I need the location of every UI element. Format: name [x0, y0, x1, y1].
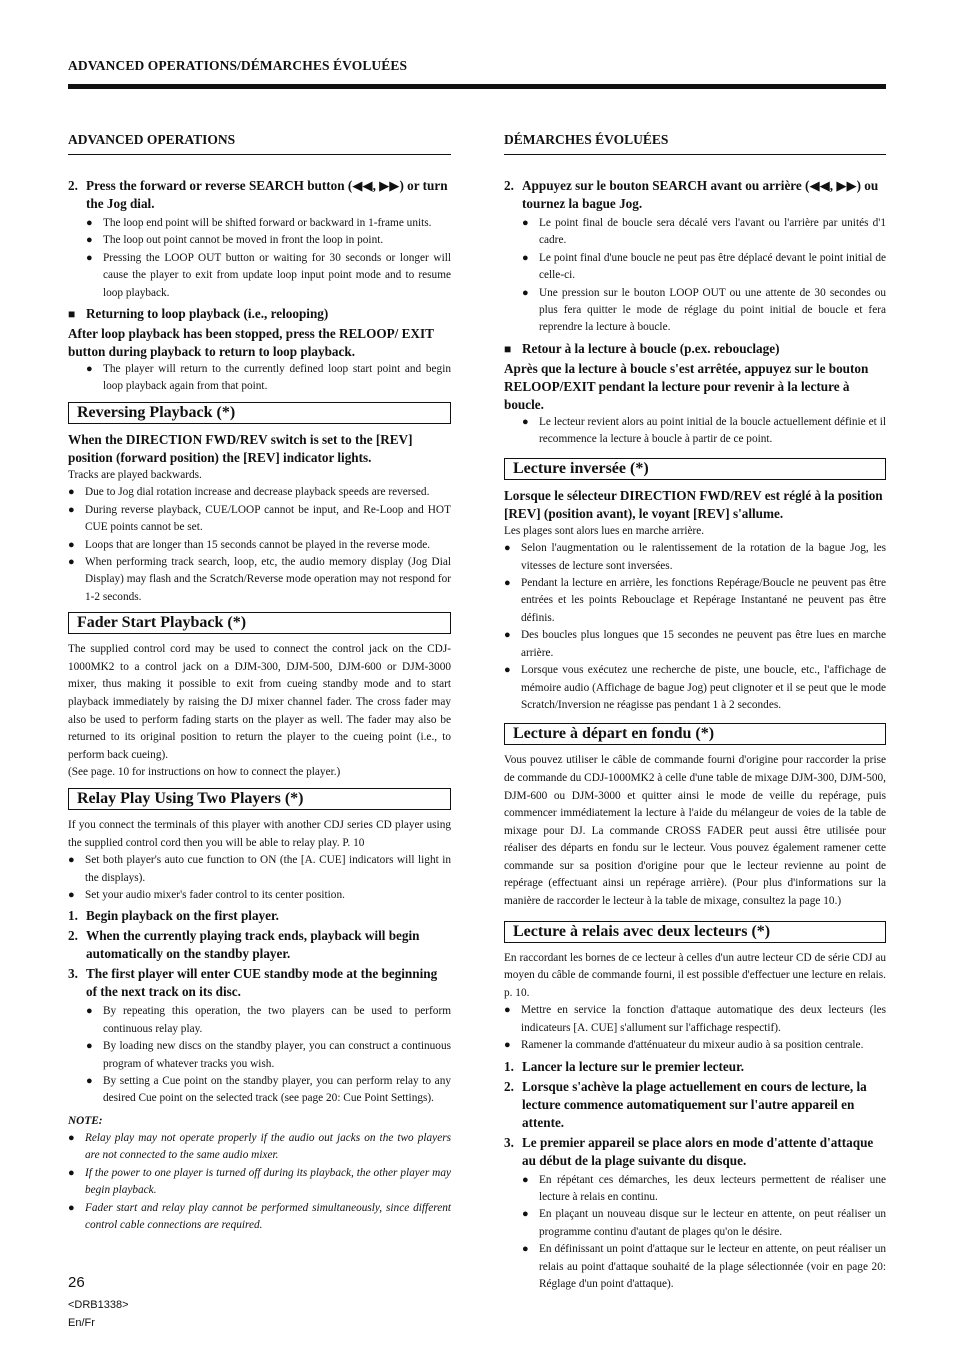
step-text: When the currently playing track ends, playback will begin automatically on the standby player. [86, 928, 420, 962]
fader-start-heading: Lecture à départ en fondu (*) [504, 723, 886, 745]
relay-step-1 [504, 1058, 886, 1076]
relay-step-3 [68, 965, 451, 1001]
step-text: Press the forward or reverse SEARCH button (◀◀, ▶▶) or turn the Jog dial. [86, 178, 448, 211]
reversing-bullets [504, 540, 886, 714]
list-item: ● Fader start and relay play cannot be performed simultaneously, since different control cable connections are required. [68, 1200, 451, 1235]
step-number: 3. [504, 1134, 514, 1150]
relay-step-2 [68, 927, 451, 963]
reloop-instruction: Après que la lecture à boucle s'est arrêtée, appuyez sur le bouton RELOOP/EXIT pendant la lecture pour revenir à la lecture à boucle. [504, 360, 869, 412]
reloop-heading [68, 305, 451, 323]
relay-step-3-bullets [522, 1172, 886, 1294]
list-item: ● If the power to one player is turned off during its playback, the other player may begin playback. [68, 1165, 451, 1200]
fader-reference: (See page. 10 for instructions on how to connect the player.) [68, 766, 341, 779]
step-number: 2. [504, 1078, 514, 1094]
note-label: NOTE: [68, 1114, 103, 1127]
list-item: ● Due to Jog dial rotation increase and decrease playback speeds are reversed. [68, 484, 451, 501]
list-item: ● By setting a Cue point on the standby player, you can perform relay to any desired Cue point on the selected track (see page 20: Cue Point Settings). [86, 1073, 451, 1108]
section-title: DÉMARCHES ÉVOLUÉES [504, 132, 886, 155]
relay-intro: If you connect the terminals of this player with another CDJ series CD player using the supplied control cord then you will be able to relay play. P. 10 [68, 819, 451, 849]
list-item: ● The loop end point will be shifted forward or backward in 1-frame units. [86, 215, 451, 232]
reversing-instruction: When the DIRECTION FWD/REV switch is set to the [REV] position (forward position) the [REV] indicator lights. [68, 431, 413, 465]
relay-intro: En raccordant les bornes de ce lecteur à celles d'un autre lecteur CD de série CDJ au moyen du câble de commande fourni, il est possible d'effectuer une lecture en relais. p. 10. [504, 951, 886, 999]
fader-start-heading: Fader Start Playback (*) [68, 612, 451, 634]
list-item: ● Lorsque vous exécutez une recherche de piste, une boucle, etc., l'affichage de mémoire audio (Affichage de bague Jog) peut clignoter et il se peut que le mode Scratch/Inversion ne réagisse pas pendant 1 à 2 secondes. [504, 662, 886, 714]
reloop-title: Retour à la lecture à boucle (p.ex. rebouclage) [522, 340, 780, 356]
list-item: ● The loop out point cannot be moved in front the loop in point. [86, 232, 451, 249]
list-item: ● Mettre en service la fonction d'attaque automatique des deux lecteurs (les indicateurs [A. CUE] s'allument sur l'affichage respectif). [504, 1002, 886, 1037]
relay-bullets [68, 852, 451, 904]
header-rule [68, 84, 886, 89]
reloop-heading [504, 340, 886, 358]
list-item: ● En répétant ces démarches, les deux lecteurs permettent de réaliser une lecture à relais en continu. [522, 1172, 886, 1207]
step-text: Lancer la lecture sur le premier lecteur. [522, 1058, 745, 1074]
fader-body: The supplied control cord may be used to connect the control jack on the CDJ-1000MK2 to a control jack on a DJM-300, DJM-500, DJM-600 or DJM-3000 mixer, thus making it possible to exit from cueing standby mode and to start playback immediately by raising the DJ mixer channel fader. The cross fader may also be used to perform fading starts on the player as well. The fader may also be returned to its original position to return the player to the cueing point (i.e., to perform back cueing). [68, 643, 451, 761]
relay-bullets [504, 1002, 886, 1054]
reversing-playback-heading: Lecture inversée (*) [504, 458, 886, 480]
relay-play-heading: Relay Play Using Two Players (*) [68, 788, 451, 810]
language-code: En/Fr [68, 1317, 95, 1329]
french-column [504, 132, 886, 1294]
list-item: ● Pressing the LOOP OUT button or waiting for 30 seconds or longer will cause the player to exit from update loop input point mode and to resume loop playback. [86, 250, 451, 302]
step-number: 2. [68, 178, 78, 193]
list-item: ● Ramener la commande d'atténuateur du mixeur audio à sa position centrale. [504, 1037, 886, 1054]
list-item: ● Une pression sur le bouton LOOP OUT ou une attente de 30 secondes ou plus fera quitter le mode de réglage du point initial de boucle et fera reprendre la lecture à boucle. [522, 285, 886, 337]
reversing-bullets [68, 484, 451, 606]
relay-step-3-bullets [86, 1003, 451, 1107]
list-item: ● En plaçant un nouveau disque sur le lecteur en attente, on peut réaliser un programme continu d'autant de plages qu'on le désire. [522, 1206, 886, 1241]
square-bullet-icon: ■ [68, 307, 76, 322]
step-number: 2. [504, 178, 514, 193]
list-item: ● Loops that are longer than 15 seconds cannot be played in the reverse mode. [68, 537, 451, 554]
english-column [68, 132, 451, 1234]
list-item: ● Selon l'augmentation ou le ralentissement de la rotation de la bague Jog, les vitesses de lecture sont inversées. [504, 540, 886, 575]
relay-step-1 [68, 907, 451, 925]
step-2-bullets [522, 215, 886, 337]
step-2-bullets [86, 215, 451, 302]
reloop-title: Returning to loop playback (i.e., relooping) [86, 306, 329, 322]
section-title: ADVANCED OPERATIONS [68, 132, 451, 155]
relay-step-3 [504, 1134, 886, 1170]
step-text: Le premier appareil se place alors en mode d'attente d'attaque au début de la plage suivante du disque. [522, 1134, 874, 1168]
step-text: Appuyez sur le bouton SEARCH avant ou arrière (◀◀, ▶▶) ou tournez la bague Jog. [522, 178, 879, 211]
list-item: ● Set your audio mixer's fader control to its center position. [68, 887, 451, 904]
reversing-intro: Tracks are played backwards. [68, 468, 202, 481]
step-2 [504, 177, 886, 213]
list-item: ● The player will return to the currently defined loop start point and begin loop playback again from that point. [86, 361, 451, 396]
fader-body: Vous pouvez utiliser le câble de commande fourni d'origine pour raccorder la prise de commande du CDJ-1000MK2 à celle d'une table de mixage DJM-300, DJM-500, DJM-600 ou DJM-3000 et quitter ainsi le mode de veille du repérage, puis commencer immédiatement la lecture à l'aide du mélangeur de voies de la table de mixage pour DJ. La commande CROSS FADER peut aussi être utilisée pour réaliser des départs en fondu sur le lecteur. Vous pouvez également ramener cette commande sur sa position d'origine pour que le lecteur revienne au point de repérage (effectuant ainsi un repérage arrière). (Pour plus d'informations sur la manière de raccorder le lecteur à la table de mixage, consultez la page 10.) [504, 754, 886, 908]
list-item: ● Le lecteur revient alors au point initial de la boucle actuellement définie et il recommence la lecture à boucle à partir de ce point. [522, 414, 886, 449]
reversing-playback-heading: Reversing Playback (*) [68, 402, 451, 424]
step-text: Lorsque s'achève la plage actuellement en cours de lecture, la lecture commence automatiquement sur l'autre appareil en attente. [522, 1078, 867, 1130]
list-item: ● By loading new discs on the standby player, you can construct a continuous program of whatever tracks you wish. [86, 1038, 451, 1073]
list-item: ● Relay play may not operate properly if the audio out jacks on the two players are not connected to the same audio mixer. [68, 1130, 451, 1165]
reversing-instruction: Lorsque le sélecteur DIRECTION FWD/REV est réglé à la position [REV] (position avant), le voyant [REV] s'allume. [504, 487, 883, 521]
reloop-instruction: After loop playback has been stopped, press the RELOOP/ EXIT button during playback to return to loop playback. [68, 326, 434, 360]
list-item: ● Le point final d'une boucle ne peut pas être déplacé devant le point initial de celle-ci. [522, 250, 886, 285]
list-item: ● Des boucles plus longues que 15 secondes ne peuvent pas être lues en marche arrière. [504, 627, 886, 662]
relay-play-heading: Lecture à relais avec deux lecteurs (*) [504, 921, 886, 943]
step-text: Begin playback on the first player. [86, 908, 279, 924]
step-number: 1. [504, 1058, 514, 1074]
step-text: The first player will enter CUE standby mode at the beginning of the next track on its disc. [86, 966, 438, 1000]
list-item: ● By repeating this operation, the two players can be used to perform continuous relay play. [86, 1003, 451, 1038]
document-code: <DRB1338> [68, 1299, 129, 1311]
step-2 [68, 177, 451, 213]
reloop-bullets [86, 361, 451, 396]
list-item: ● Set both player's auto cue function to ON (the [A. CUE] indicators will light in the displays). [68, 852, 451, 887]
list-item: ● Pendant la lecture en arrière, les fonctions Repérage/Boucle ne peuvent pas être entrées et les points Rebouclage et Repérage Instantané ne peuvent pas être définis. [504, 575, 886, 627]
list-item: ● Le point final de boucle sera décalé vers l'avant ou l'arrière par unités d'1 cadre. [522, 215, 886, 250]
list-item: ● En définissant un point d'attaque sur le lecteur en attente, on peut réaliser un relais au point d'attaque souhaité de la plage sélectionnée (voir en page 20: Réglage d'un point d'attaque). [522, 1241, 886, 1293]
note-bullets [68, 1130, 451, 1234]
relay-step-2 [504, 1078, 886, 1132]
list-item: ● During reverse playback, CUE/LOOP cannot be input, and Re-Loop and HOT CUE points cannot be set. [68, 502, 451, 537]
step-number: 3. [68, 966, 78, 982]
step-number: 2. [68, 928, 78, 944]
list-item: ● When performing track search, loop, etc, the audio memory display (Jog Dial Display) may flash and the Scratch/Reverse mode operation may not respond for 1-2 seconds. [68, 554, 451, 606]
square-bullet-icon: ■ [504, 341, 512, 356]
step-number: 1. [68, 908, 78, 924]
page-number: 26 [68, 1274, 85, 1291]
reloop-bullets [522, 414, 886, 449]
running-header: ADVANCED OPERATIONS/DÉMARCHES ÉVOLUÉES [68, 58, 408, 73]
reversing-intro: Les plages sont alors lues en marche arrière. [504, 524, 705, 537]
